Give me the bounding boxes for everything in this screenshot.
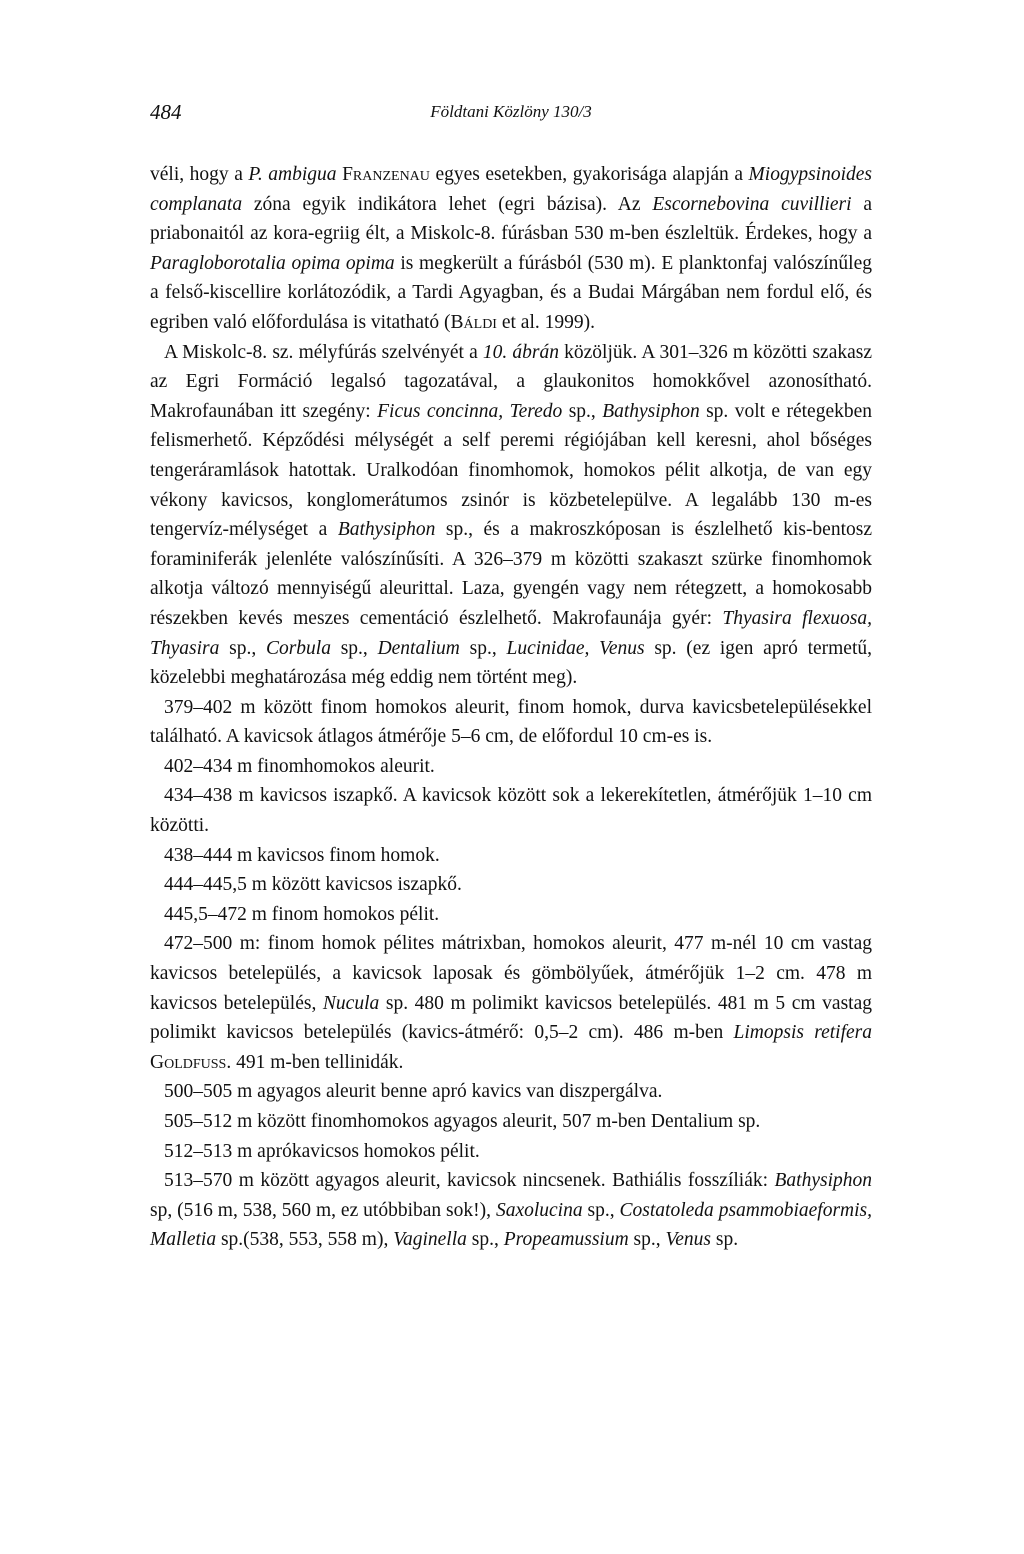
text-run: 505–512 m között finomhomokos agyagos aleurit, 507 m-ben Dentalium sp.: [164, 1111, 761, 1132]
paragraph: [150, 1166, 872, 1255]
paragraph: [150, 870, 872, 900]
paragraph: [150, 752, 872, 782]
text-run: sp, (516 m, 538, 560 m, ez utóbbiban sok!),: [150, 1199, 496, 1221]
italic-taxon: Bathysiphon: [337, 519, 436, 541]
body-text: [150, 160, 872, 1255]
text-run: sp.,: [562, 400, 603, 422]
paragraph: [150, 781, 872, 840]
text-run: sp.,: [219, 637, 266, 659]
italic-taxon: P. ambigua: [248, 164, 337, 185]
text-run: 402–434 m finomhomokos aleurit.: [164, 755, 435, 777]
text-run: közöljük. A 301–326 m közötti szakasz az Egri Formáció legalsó tagozatával, a glaukonitos homokkővel azonosítható. Makrofaunában itt szegény:: [150, 341, 872, 422]
italic-taxon: Corbula: [265, 637, 331, 659]
italic-taxon: Bathysiphon: [602, 400, 700, 422]
text-run: sp. 480 m polimikt kavicsos betelepülés. 481 m 5 cm vastag polimikt kavicsos betelepülés (kavics-átmérő: 0,5–2 cm). 486 m-ben: [150, 992, 872, 1044]
paragraph: [150, 338, 872, 693]
text-run: a priabonaitól az kora-egriig élt, a Miskolc-8. fúrásban 530 m-ben észleltük. Érdekes, hogy a: [150, 193, 872, 245]
italic-taxon: Venus: [665, 1229, 712, 1251]
paragraph: [150, 693, 872, 752]
text-run: 434–438 m kavicsos iszapkő. A kavicsok között sok a lekerekítetlen, átmérőjük 1–10 cm közötti.: [150, 785, 872, 837]
italic-taxon: Costatoleda psammobiaeformis, Malletia: [150, 1199, 872, 1251]
italic-taxon: Miogypsinoides complanata: [150, 164, 873, 215]
page-header: [150, 100, 872, 130]
italic-taxon: Saxolucina: [495, 1199, 583, 1221]
text-run: sp.(538, 553, 558 m),: [216, 1229, 394, 1251]
italic-taxon: Escornebovina cuvillieri: [652, 193, 852, 215]
text-run: véli, hogy a: [150, 164, 249, 185]
text-run: 512–513 m aprókavicsos homokos pélit.: [164, 1140, 480, 1162]
text-run: et al. 1999).: [496, 311, 595, 333]
text-run: 438–444 m kavicsos finom homok.: [164, 844, 440, 866]
italic-taxon: Nucula: [322, 992, 380, 1014]
italic-taxon: Ficus concinna, Teredo: [377, 400, 563, 422]
italic-taxon: Thyasira flexuosa, Thyasira: [150, 607, 872, 659]
italic-taxon: Vaginella: [393, 1229, 467, 1251]
text-run: 444–445,5 m között kavicsos iszapkő.: [164, 874, 462, 896]
italic-taxon: Lucinidae, Venus: [506, 637, 645, 659]
text-run: sp. volt e rétegekben felismerhető. Képződési mélységét a self peremi régiójában kell keresni, ahol bőséges tengeráramlások hatottak. Uralkodóan finomhomok, homokos pélit alkotja, de van egy vékony kavicsos, konglomerátumos zsinór is közbetelepülve. A legalább 130 m-es tengervíz-mélységet a: [150, 400, 873, 541]
text-run: sp.,: [466, 1229, 504, 1251]
italic-taxon: Propeamussium: [503, 1229, 629, 1251]
italic-taxon: Limopsis retifera: [733, 1022, 872, 1044]
italic-taxon: 10. ábrán: [482, 341, 560, 363]
italic-taxon: Paragloborotalia opima opima: [150, 252, 395, 274]
text-run: sp.: [711, 1229, 739, 1251]
text-run: 500–505 m agyagos aleurit benne apró kavics van diszpergálva.: [164, 1081, 663, 1103]
text-run: A Miskolc-8. sz. mélyfúrás szelvényét a: [164, 341, 483, 363]
text-run: sp.,: [628, 1229, 666, 1251]
text-run: 472–500 m: finom homok pélites mátrixban, homokos aleurit, 477 m-nél 10 cm vastag kavicsos betelepülés, a kavicsok laposak és gömbölyűek, átmérőjük 1–2 cm. 478 m kavicsos betelepülés,: [150, 933, 872, 1014]
paragraph: [150, 841, 872, 871]
paragraph: [150, 929, 872, 1077]
text-run: sp.,: [330, 637, 378, 659]
page-number: 484: [150, 100, 182, 124]
paragraph: [150, 160, 872, 338]
text-run: sp.,: [459, 637, 507, 659]
text-run: 445,5–472 m finom homokos pélit.: [164, 903, 440, 925]
text-run: zóna egyik indikátora lehet (egri bázisa). Az: [242, 193, 653, 215]
text-run: 513–570 m között agyagos aleurit, kavicsok nincsenek. Bathiális fosszíliák:: [164, 1170, 775, 1192]
text-run: sp., és a makroszkóposan is észlelhető kis-bentosz foraminiferák jelenléte valószínűsíti. A 326–379 m közötti szakaszt szürke finomhomok alkotja változó mennyiségű aleurittal. Laza, gyengén vagy nem rétegzett, a homokosabb részekben kevés meszes cementáció észlelhető. Makrofaunája gyér:: [150, 519, 872, 629]
paragraph: [150, 900, 872, 930]
text-run: egyes esetekben, gyakorisága alapján a: [429, 164, 749, 185]
paragraph: [150, 1137, 872, 1167]
text-run: 379–402 m között finom homokos aleurit, finom homok, durva kavicsbetelepülésekkel található. A kavicsok átlagos átmérője 5–6 cm, de előfordul 10 cm-es is.: [150, 696, 872, 748]
text-run: . 491 m-ben tellinidák.: [226, 1051, 404, 1073]
author-name: Franzenau: [342, 164, 430, 185]
italic-taxon: Dentalium: [377, 637, 460, 659]
paragraph: [150, 1107, 872, 1137]
text-run: is megkerült a fúrásból (530 m). E planktonfaj valószínűleg a felső-kiscellire korlátozódik, a Tardi Agyagban, és a Budai Márgában nem fordul elő, és egriben való előfordulása is vitatható (: [150, 252, 872, 333]
italic-taxon: Bathysiphon: [774, 1170, 872, 1192]
running-title: Földtani Közlöny 130/3: [430, 102, 592, 121]
author-name: Báldi: [450, 311, 497, 333]
text-run: sp. (ez igen apró termetű, közelebbi meghatározása még eddig nem történt meg).: [150, 637, 873, 689]
text-run: sp.,: [582, 1199, 620, 1221]
paragraph: [150, 1077, 872, 1107]
author-name: Goldfuss: [150, 1051, 227, 1073]
